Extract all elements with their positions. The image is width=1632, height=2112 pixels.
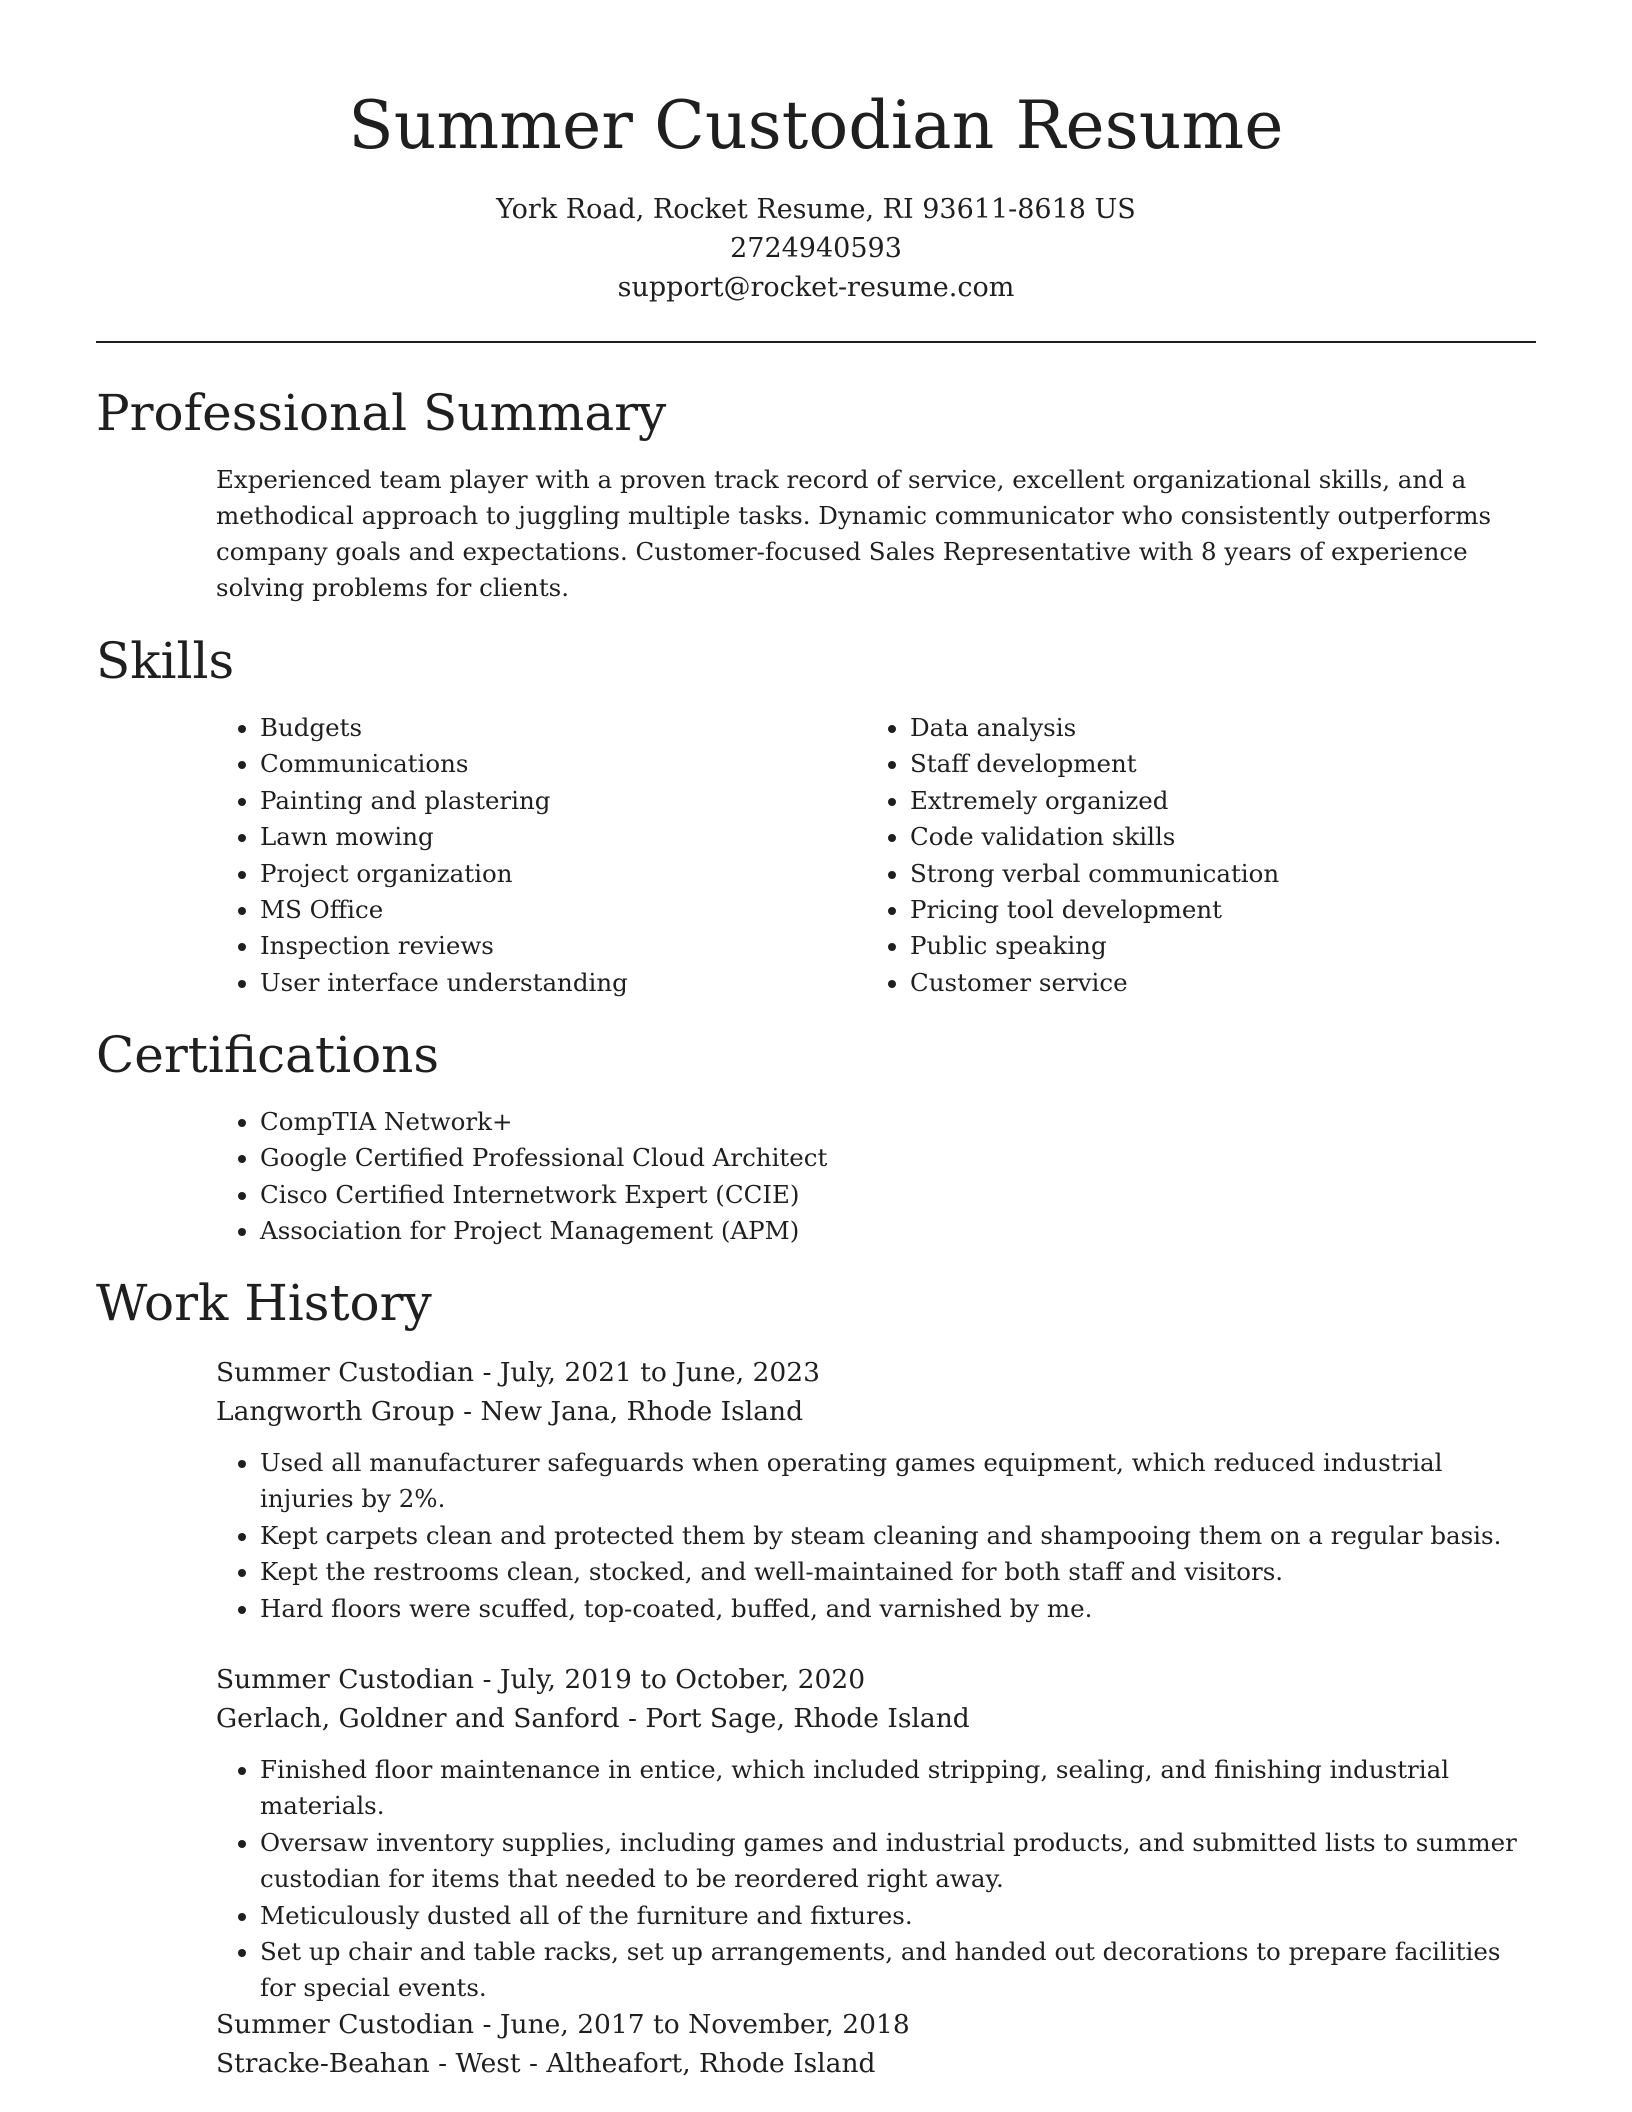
job-dates: - July, 2021 to June, 2023 [474,1357,820,1388]
job-company-line [216,2044,1538,2083]
job-company-line [216,1699,1538,1738]
job-bullet: • Kept carpets clean and protected them by steam cleaning and shampooing them on a regular basis. [260,1518,1538,1554]
resume-title: Summer Custodian Resume [348,87,1284,164]
job-dates: - June, 2017 to November, 2018 [474,2009,910,2040]
skill-item: • Communications [260,746,880,782]
job-title-line [216,2005,1538,2044]
job-title: Summer Custodian [216,1664,475,1695]
certification-item: • Google Certified Professional Cloud Architect [260,1140,1560,1176]
job-company-line [216,1392,1538,1431]
contact-address: York Road, Rocket Resume, RI 93611-8618 US [496,194,1136,225]
job-bullet: • Used all manufacturer safeguards when operating games equipment, which reduced industrial injuries by 2%. [260,1445,1538,1518]
job-company: Gerlach, Goldner and Sanford [216,1703,620,1734]
skill-item: • MS Office [260,892,880,928]
skill-item: • Code validation skills [910,819,1530,855]
skill-item: • Extremely organized [910,783,1530,819]
certification-item: • Association for Project Management (APM) [260,1213,1560,1249]
certifications-list [216,1104,1560,1250]
job-company: Langworth Group [216,1396,455,1427]
header-divider [96,341,1536,343]
contact-email: support@rocket-resume.com [617,272,1015,303]
job-title-line [216,1353,1538,1392]
job-bullets [216,1752,1538,2007]
job-location: - Port Sage, Rhode Island [619,1703,970,1734]
skills-list-right [866,710,1530,1001]
work-history-heading: Work History [96,1274,432,1332]
job-dates: - July, 2019 to October, 2020 [474,1664,866,1695]
job-bullet: • Finished floor maintenance in entice, which included stripping, sealing, and finishing industrial materials. [260,1752,1538,1825]
job-title: Summer Custodian [216,2009,475,2040]
skill-item: • Strong verbal communication [910,856,1530,892]
job-bullets [216,1445,1538,1627]
skill-item: • Project organization [260,856,880,892]
job-company: Stracke-Beahan - West [216,2048,521,2079]
skill-item: • Data analysis [910,710,1530,746]
job-entry [216,1353,1538,1627]
skill-item: • Customer service [910,965,1530,1001]
skill-item: • Lawn mowing [260,819,880,855]
job-bullet: • Hard floors were scuffed, top-coated, buffed, and varnished by me. [260,1591,1538,1627]
summary-text: Experienced team player with a proven track record of service, excellent organizational skills, and a methodical approach to juggling multiple tasks. Dynamic communicator who consistently outperforms company goals and expectations. Customer-focused Sales Representative with 8 years of experience solving problems for clients. [216,465,1492,602]
resume-page [96,0,1536,2112]
contact-info [96,190,1536,307]
job-bullet: • Meticulously dusted all of the furniture and fixtures. [260,1898,1538,1934]
job-location: - Altheafort, Rhode Island [520,2048,876,2079]
skills-list-left [216,710,880,1001]
skill-item: • Budgets [260,710,880,746]
skill-item: • User interface understanding [260,965,880,1001]
certification-item: • CompTIA Network+ [260,1104,1560,1140]
certification-item: • Cisco Certified Internetwork Expert (CCIE) [260,1177,1560,1213]
job-bullet: • Oversaw inventory supplies, including games and industrial products, and submitted lists to summer custodian for items that needed to be reordered right away. [260,1825,1538,1898]
job-title: Summer Custodian [216,1357,475,1388]
job-bullet: • Set up chair and table racks, set up arrangements, and handed out decorations to prepare facilities for special events. [260,1934,1538,2007]
contact-phone: 2724940593 [730,233,902,264]
summary-heading: Professional Summary [96,384,667,442]
certifications-heading: Certifications [96,1026,440,1084]
job-entry [216,2005,1538,2083]
job-title-line [216,1660,1538,1699]
job-bullet: • Kept the restrooms clean, stocked, and well-maintained for both staff and visitors. [260,1554,1538,1590]
job-location: - New Jana, Rhode Island [454,1396,804,1427]
skill-item: • Staff development [910,746,1530,782]
skills-heading: Skills [96,632,235,690]
skill-item: • Inspection reviews [260,928,880,964]
skill-item: • Public speaking [910,928,1530,964]
job-entry [216,1660,1538,2007]
skill-item: • Pricing tool development [910,892,1530,928]
skill-item: • Painting and plastering [260,783,880,819]
